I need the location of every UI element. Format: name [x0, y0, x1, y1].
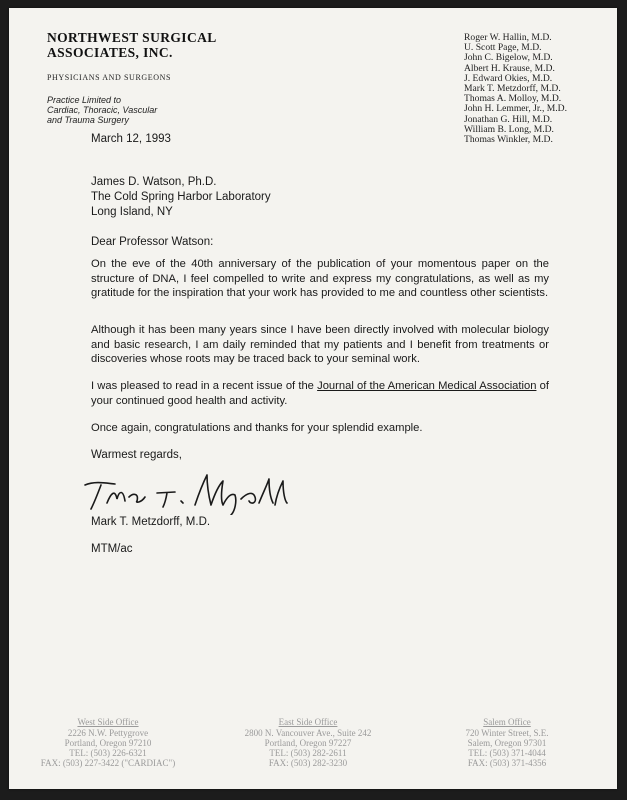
- recipient-line: James D. Watson, Ph.D.: [91, 176, 217, 188]
- doctor-name: U. Scott Page, M.D.: [464, 42, 542, 54]
- paragraph-text: of your continued good health and activity.: [91, 380, 549, 407]
- office-line: TEL: (503) 282-2611: [269, 748, 347, 758]
- office-line: Portland, Oregon 97210: [64, 738, 152, 748]
- office-line: Portland, Oregon 97227: [264, 738, 352, 748]
- footer-east-office: [227, 717, 389, 768]
- signer-name: Mark T. Metzdorff, M.D.: [91, 516, 211, 528]
- closing: Warmest regards,: [91, 449, 182, 461]
- doctor-name: Mark T. Metzdorff, M.D.: [464, 83, 561, 95]
- office-line: 720 Winter Street, S.E.: [465, 728, 549, 738]
- doctor-name: John H. Lemmer, Jr., M.D.: [464, 103, 568, 115]
- paragraph: Although it has been many years since I have been directly involved with molecular biology and basic research, I am daily reminded that my patients and I benefit from treatments or discoveries whose roots may be traced back to your seminal work.: [91, 324, 549, 366]
- journal-title: Journal of the American Medical Association: [317, 380, 537, 392]
- office-line: 2800 N. Vancouver Ave., Suite 242: [244, 728, 372, 738]
- doctor-name: William B. Long, M.D.: [464, 123, 554, 135]
- office-title: Salem Office: [483, 717, 531, 727]
- practice-line: Cardiac, Thoracic, Vascular: [47, 105, 158, 115]
- paragraph: Once again, congratulations and thanks for your splendid example.: [91, 422, 423, 434]
- practice-note: [47, 95, 157, 125]
- office-line: FAX: (503) 371-4356: [467, 758, 547, 768]
- office-line: FAX: (503) 227-3422 ("CARDIAC"): [40, 758, 176, 768]
- doctor-name: Thomas Winkler, M.D.: [464, 134, 553, 146]
- footer-west-office: [23, 717, 193, 768]
- firm-subtitle: PHYSICIANS AND SURGEONS: [47, 73, 172, 82]
- office-line: TEL: (503) 226-6321: [69, 748, 147, 758]
- recipient-address: [91, 175, 271, 220]
- practice-line: and Trauma Surgery: [47, 115, 129, 125]
- doctor-list: [464, 33, 567, 145]
- salutation: Dear Professor Watson:: [91, 236, 214, 248]
- signature-image: [71, 463, 291, 515]
- paragraph-text: I was pleased to read in a recent issue of the: [91, 380, 318, 392]
- doctor-name: Albert H. Krause, M.D.: [464, 62, 555, 74]
- practice-line: Practice Limited to: [47, 95, 122, 105]
- firm-name-line2: ASSOCIATES, INC.: [47, 44, 173, 60]
- doctor-name: Thomas A. Molloy, M.D.: [464, 93, 562, 105]
- recipient-line: Long Island, NY: [91, 206, 173, 218]
- recipient-line: The Cold Spring Harbor Laboratory: [91, 191, 271, 203]
- office-line: FAX: (503) 282-3230: [268, 758, 348, 768]
- office-line: Salem, Oregon 97301: [467, 738, 547, 748]
- letter-date: March 12, 1993: [91, 133, 171, 145]
- doctor-name: Jonathan G. Hill, M.D.: [464, 113, 553, 125]
- doctor-name: John C. Bigelow, M.D.: [464, 52, 553, 64]
- paragraph: [91, 379, 549, 408]
- doctor-name: Roger W. Hallin, M.D.: [464, 32, 552, 43]
- office-line: 2226 N.W. Pettygrove: [67, 728, 149, 738]
- office-line: TEL: (503) 371-4044: [468, 748, 546, 758]
- firm-name: [47, 31, 217, 60]
- office-title: East Side Office: [278, 717, 338, 727]
- letter-page: [9, 8, 617, 789]
- footer-salem-office: [434, 717, 580, 768]
- typist-initials: MTM/ac: [91, 543, 133, 555]
- office-title: West Side Office: [77, 717, 139, 727]
- paragraph: On the eve of the 40th anniversary of the publication of your momentous paper on the structure of DNA, I feel compelled to write and express my congratulations, as well as my gratitude for the inspiration that your work has provided to me and countless other scientists.: [91, 258, 549, 300]
- doctor-name: J. Edward Okies, M.D.: [464, 72, 553, 84]
- firm-name-line1: NORTHWEST SURGICAL: [47, 30, 217, 45]
